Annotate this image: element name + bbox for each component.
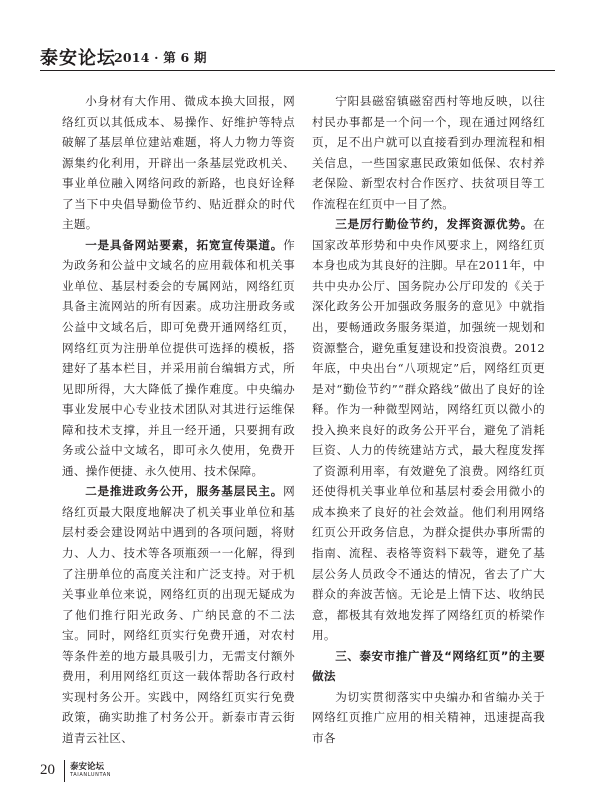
paragraph-lead: 一是具备网站要素，拓宽宣传渠道。 — [85, 237, 284, 252]
paragraph — [62, 481, 295, 748]
paragraph-text: 为切实贯彻落实中央编办和省编办关于网络红页推广应用的相关精神，迅速提高我市各 — [312, 689, 545, 745]
journal-logo: 泰安论坛 — [40, 48, 116, 69]
section-heading: 三、泰安市推广普及“网络红页”的主要做法 — [312, 648, 545, 684]
page-footer — [40, 758, 240, 784]
paragraph — [62, 235, 295, 482]
footer-journal-name: 泰安论坛 — [70, 762, 105, 772]
paragraph-lead: 三是厉行勤俭节约，发挥资源优势。 — [335, 217, 534, 232]
paragraph — [312, 214, 545, 645]
paragraph — [62, 91, 295, 235]
paragraph — [312, 91, 545, 214]
right-column — [312, 91, 545, 749]
footer-divider — [64, 760, 65, 782]
page-number: 20 — [40, 762, 55, 778]
issue-label: 2014 · 第 6 期 — [114, 50, 207, 65]
paragraph-text: 小身材有大作用、微成本换大回报，网络红页以其低成本、易操作、好维护等特点破解了基层单位建站难题，将人力物力等资源集约化利用，开辟出一条基层党政机关、事业单位融入网络问政的新路，也良好诠释了当下中央倡导勤俭节约、贴近群众的时代主题。 — [62, 94, 295, 232]
paragraph-text: 作为政务和公益中文域名的应用载体和机关事业单位、基层村委会的专属网站，网络红页具备主流网站的所有因素。成功注册政务或公益中文域名后，即可免费开通网络红页，网络红页为注册单位提供可选择的模板，搭建好了基本栏目，并采用前台编辑方式，所见即所得，大大降低了操作难度。中央编办事业发展中心专业技术团队对其进行运维保障和技术支撑，并且一经开通，只要拥有政务或公益中文域名，即可永久使用，免费开通、操作便捷、永久使用、技术保障。 — [62, 237, 295, 478]
paragraph-text: 网络红页最大限度地解决了机关事业单位和基层村委会建设网站中遇到的各项问题，将财力、人力、技术等各项瓶颈一一化解，得到了注册单位的高度关注和广泛支持。对于机关事业单位来说，网络红页的出现无疑成为了他们推行阳光政务、广纳民意的不二法宝。同时，网络红页实行免费开通，对农村等条件差的地方最具吸引力，无需支付额外费用，利用网络红页这一载体帮助各行政村实现村务公开。实践中，网络红页实行免费政策，确实助推了村务公开。新泰市青云街道青云社区、 — [62, 484, 295, 745]
page-header — [40, 46, 555, 70]
footer-journal-pinyin: TAIANLUNTAN — [70, 772, 112, 778]
left-column — [62, 91, 295, 749]
paragraph-text: 宁阳县磁窑镇磁窑西村等地反映，以往村民办事都是一个问一个，现在通过网络红页，足不出户就可以直接看到办理流程和相关信息，一些国家惠民政策如低保、农村养老保险、新型农村合作医疗、扶贫项目等工作流程在红页中一目了然。 — [312, 94, 545, 211]
paragraph-text: 在国家改革形势和中央作风要求上，网络红页本身也成为其良好的注脚。早在2011年，中共中央办公厅、国务院办公厅印发的《关于深化政务公开加强政务服务的意见》中就指出，要畅通政务服务渠道，加强统一规划和资源整合，避免重复建设和投资浪费。2012年底，中央出台“八项规定”后，网络红页更是对“勤俭节约”“群众路线”做出了良好的诠释。作为一种微型网站，网络红页以微小的投入换来良好的政务公开平台，避免了消耗巨资、人力的传统建站方式，最大程度发挥了资源利用率，有效避免了浪费。网络红页还使得机关事业单位和基层村委会用微小的成本换来了良好的社会效益。他们利用网络红页公开政务信息，为群众提供办事所需的指南、流程、表格等资料下载等，避免了基层公务人员政令不通达的情况，省去了广大群众的奔波苦恼。无论是上情下达、收纳民意，都极其有效地发挥了网络红页的桥梁作用。 — [312, 217, 545, 643]
paragraph — [312, 687, 545, 749]
paragraph-lead: 二是推进政务公开，服务基层民主。 — [85, 484, 284, 499]
header-divider — [40, 70, 555, 71]
